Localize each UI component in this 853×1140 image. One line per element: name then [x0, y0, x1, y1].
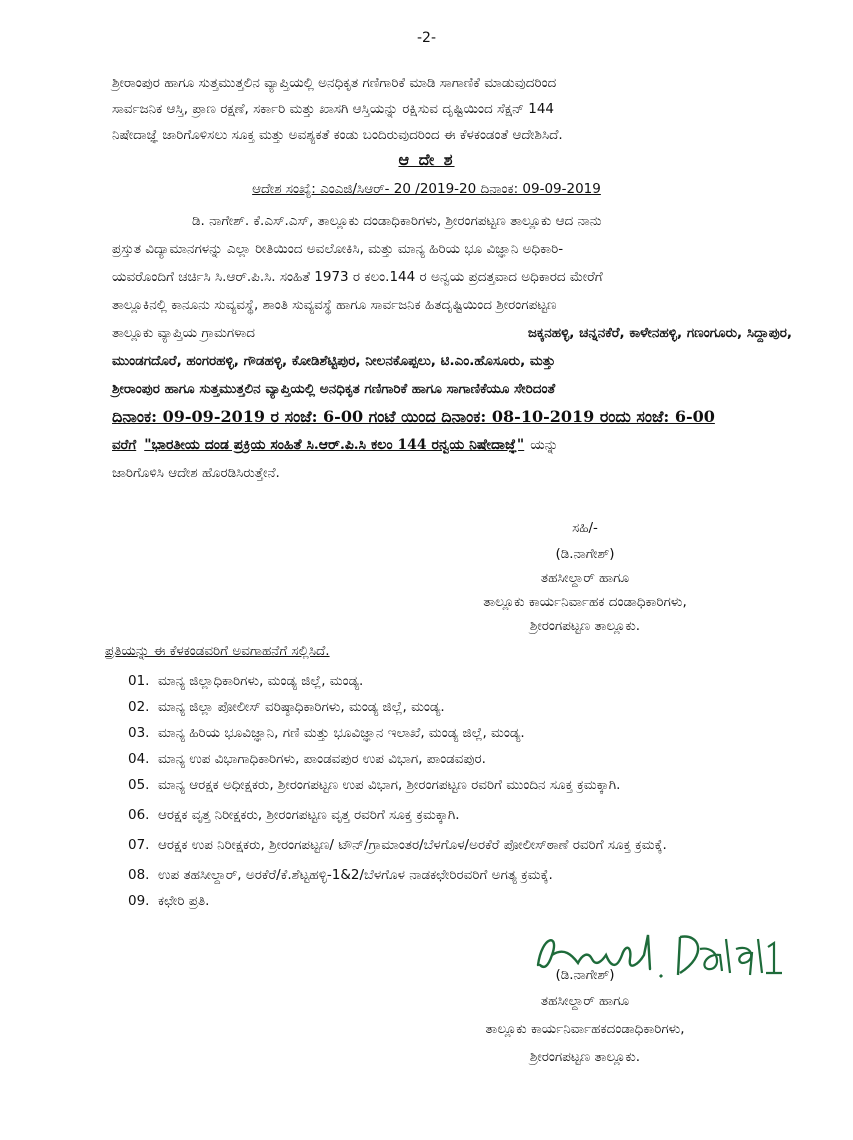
list-number: 02. [128, 699, 150, 715]
intro-line: ನಿಷೇದಾಜ್ಞೆ ಜಾರಿಗೊಳಿಸಲು ಸೂಕ್ತ ಮತ್ತು ಅವಶ್ಯಕತೆ ಕಂಡು ಬಂದಿರುವುದರಿಂದ ಈ ಕೆಳಕಂಡಂತೆ ಆದೇಶಿಸಿದೆ. [112, 127, 563, 143]
date-range: ದಿನಾಂಕ: 09-09-2019 ರ ಸಂಜೆ: 6-00 ಗಂಟೆ ಯಿಂದ ದಿನಾಂಕ: 08-10-2019 ರಂದು ಸಂಜೆ: 6-00 [112, 407, 715, 426]
list-number: 05. [128, 777, 150, 793]
list-item [128, 694, 788, 720]
list-number: 03. [128, 725, 150, 741]
body-text: ವರೆಗೆ [112, 437, 137, 453]
list-text: ಮಾನ್ಯ ಜಿಲ್ಲಾ ಪೋಲೀಸ್ ವರಿಷ್ಠಾಧಿಕಾರಿಗಳು, ಮಂಡ್ಯ ಜಿಲ್ಲೆ, ಮಂಡ್ಯ. [158, 699, 445, 715]
list-text: ಮಾನ್ಯ ಹಿರಿಯ ಭೂವಿಜ್ಞಾನಿ, ಗಣಿ ಮತ್ತು ಭೂವಿಜ್ಞಾನ ಇಲಾಖೆ, ಮಂಡ್ಯ ಜಿಲ್ಲೆ, ಮಂಡ್ಯ. [158, 725, 525, 741]
body-line [112, 291, 792, 319]
signature-stroke [758, 939, 762, 973]
intro-line: ಶ್ರೀರಾಂಪುರ ಹಾಗೂ ಸುತ್ತಮುತ್ತಲಿನ ವ್ಯಾಪ್ತಿಯಲ್ಲಿ ಅನಧಿಕೃತ ಗಣಿಗಾರಿಕೆ ಮಾಡಿ ಸಾಗಾಣಿಕೆ ಮಾಡುವುದರಿಂದ [112, 75, 557, 91]
list-number: 06. [128, 807, 150, 823]
page-number: -2- [416, 30, 436, 46]
list-number: 01. [128, 673, 150, 689]
signature-sd: ಸಹಿ/- [572, 520, 598, 536]
intro-paragraph [112, 70, 563, 148]
list-text: ಆರಕ್ಷಕ ವೃತ್ತ ನಿರೀಕ್ಷಕರು, ಶ್ರೀರಂಗಪಟ್ಟಣ ವೃತ್ತ ರವರಿಗೆ ಸೂಕ್ತ ಕ್ರಮಕ್ಕಾಗಿ. [158, 807, 460, 823]
body-line [112, 375, 792, 403]
signatory-title: ತಹಸೀಲ್ದಾರ್ ಹಾಗೂ [540, 993, 630, 1009]
order-body [112, 207, 792, 487]
body-text: ಡಿ. ನಾಗೇಶ್. ಕೆ.ಎಸ್.ಎಸ್, ತಾಲ್ಲೂಕು ದಂಡಾಧಿಕಾರಿಗಳು, ಶ್ರೀರಂಗಪಟ್ಟಣ ತಾಲ್ಲೂಕು ಆದ ನಾನು [192, 213, 602, 229]
list-text: ಉಪ ತಹಸೀಲ್ದಾರ್, ಅರಕೆರೆ/ಕೆ.ಶೆಟ್ಟಹಳ್ಳಿ-1&2/ಬೆಳಗೊಳ ನಾಡಕಛೇರಿರವರಿಗೆ ಅಗತ್ಯ ಕ್ರಮಕ್ಕೆ. [158, 867, 553, 883]
list-text: ಕಛೇರಿ ಪ್ರತಿ. [158, 893, 210, 909]
signatory-place: ಶ್ರೀರಂಗಪಟ್ಟಣ ತಾಲ್ಲೂಕು. [529, 1049, 641, 1065]
list-text: ಮಾನ್ಯ ಆರಕ್ಷಕ ಅಧೀಕ್ಷಕರು, ಶ್ರೀರಂಗಪಟ್ಟಣ ಉಪ ವಿಭಾಗ, ಶ್ರೀರಂಗಪಟ್ಟಣ ರವರಿಗೆ ಮುಂದಿನ ಸೂಕ್ತ ಕ್ರಮಕ್ಕಾಗಿ. [158, 777, 621, 793]
body-text: ಪ್ರಸ್ತುತ ವಿದ್ಯಾಮಾನಗಳನ್ನು ಎಲ್ಲಾ ರೀತಿಯಿಂದ ಅವಲೋಕಿಸಿ, ಮತ್ತು ಮಾನ್ಯ ಹಿರಿಯ ಭೂ ವಿಜ್ಞಾನಿ ಅಧಿಕಾರಿ- [112, 241, 564, 257]
body-line [112, 431, 792, 459]
order-number: ಆದೇಶ ಸಂಖ್ಯೆ: ಎಂಎಜಿ/ಸಿಆರ್- 20 /2019-20 ದಿನಾಂಕ: 09-09-2019 [252, 181, 601, 197]
section-144-text: "ಭಾರತೀಯ ದಂಡ ಪ್ರಕ್ರಿಯ ಸಂಹಿತೆ ಸಿ.ಆರ್.ಪಿ.ಸಿ ಕಲಂ 144 ರನ್ವಯ ನಿಷೇದಾಜ್ಞೆ" [144, 437, 525, 453]
signature-stroke [538, 935, 650, 969]
signature-stroke [766, 943, 782, 973]
body-text: ತಾಲ್ಲೂಕು ವ್ಯಾಪ್ತಿಯ ಗ್ರಾಮಗಳಾದ [112, 325, 256, 341]
body-text: ಜಾರಿಗೊಳಿಸಿ ಆದೇಶ ಹೊರಡಿಸಿರುತ್ತೇನೆ. [112, 465, 280, 481]
signatory-place: ಶ್ರೀರಂಗಪಟ್ಟಣ ತಾಲ್ಲೂಕು. [529, 618, 641, 634]
signatory-title: ತಾಲ್ಲೂಕು ಕಾರ್ಯನಿರ್ವಾಹಕ ದಂಡಾಧಿಕಾರಿಗಳು, [483, 594, 687, 610]
list-item [128, 888, 788, 914]
body-text: ತಾಲ್ಲೂಕಿನಲ್ಲಿ ಕಾನೂನು ಸುವ್ಯವಸ್ಥೆ, ಶಾಂತಿ ಸುವ್ಯವಸ್ಥೆ ಹಾಗೂ ಸಾರ್ವಜನಿಕ ಹಿತದೃಷ್ಟಿಯಿಂದ ಶ್ರೀರಂಗಪಟ್ಟಣ [112, 297, 557, 313]
list-number: 07. [128, 837, 150, 853]
body-line [112, 319, 792, 347]
body-line [112, 459, 792, 487]
list-number: 09. [128, 893, 150, 909]
list-item [128, 772, 788, 798]
list-item [128, 862, 788, 888]
intro-line: ಸಾರ್ವಜನಿಕ ಆಸ್ತಿ, ಪ್ರಾಣ ರಕ್ಷಣೆ, ಸರ್ಕಾರಿ ಮತ್ತು ಖಾಸಗಿ ಆಸ್ತಿಯನ್ನು ರಕ್ಷಿಸುವ ದೃಷ್ಟಿಯಿಂದ ಸೆಕ್ಷನ್ 144 [112, 101, 555, 117]
signatory-name: (ಡಿ.ನಾಗೇಶ್) [555, 967, 615, 983]
signatory-name: (ಡಿ.ನಾಗೇಶ್) [555, 546, 615, 562]
body-line [112, 235, 792, 263]
signatory-title: ತಾಲ್ಲೂಕು ಕಾರ್ಯನಿರ್ವಾಹಕದಂಡಾಧಿಕಾರಿಗಳು, [485, 1021, 685, 1037]
list-text: ಮಾನ್ಯ ಉಪ ವಿಭಾಗಾಧಿಕಾರಿಗಳು, ಪಾಂಡವಪುರ ಉಪ ವಿಭಾಗ, ಪಾಂಡವಪುರ. [158, 751, 486, 767]
body-text: ಯನ್ನು [530, 437, 559, 453]
list-text: ಮಾನ್ಯ ಜಿಲ್ಲಾಧಿಕಾರಿಗಳು, ಮಂಡ್ಯ ಜಿಲ್ಲೆ, ಮಂಡ್ಯ. [158, 673, 364, 689]
list-number: 04. [128, 751, 150, 767]
list-item [128, 832, 788, 858]
list-item [128, 668, 788, 694]
body-line [112, 207, 792, 235]
body-line [112, 263, 792, 291]
body-line [112, 347, 792, 375]
signatory-title: ತಹಸೀಲ್ದಾರ್ ಹಾಗೂ [540, 570, 630, 586]
cc-list [128, 668, 788, 914]
list-item [128, 802, 788, 828]
list-text: ಆರಕ್ಷಕ ಉಪ ನಿರೀಕ್ಷಕರು, ಶ್ರೀರಂಗಪಟ್ಟಣ/ ಟೌನ್/ಗ್ರಾಮಾಂತರ/ಬೆಳಗೊಳ/ಅರಕೆರೆ ಪೋಲೀಸ್‌ಠಾಣೆ ರವರಿಗೆ ಸೂಕ್ತ ಕ್ರಮಕ್ಕೆ. [158, 837, 667, 853]
cc-label: ಪ್ರತಿಯನ್ನು ಈ ಕೆಳಕಂಡವರಿಗೆ ಅವಗಾಹನೆಗೆ ಸಲ್ಲಿಸಿದೆ. [105, 643, 330, 659]
order-heading: ಆ ದೇ ಶ [398, 150, 455, 169]
list-number: 08. [128, 867, 150, 883]
list-item [128, 720, 788, 746]
village-list: ಮುಂಡಗದೊರೆ, ಹಂಗರಹಳ್ಳಿ, ಗೌಡಹಳ್ಳಿ, ಕೋಡಿಶೆಟ್ಟಿಪುರ, ನೀಲನಕೊಪ್ಪಲು, ಟಿ.ಎಂ.ಹೊಸೂರು, ಮತ್ತು [112, 353, 556, 369]
village-list: ಜಕ್ಕನಹಳ್ಳಿ, ಚನ್ನನಕೆರೆ, ಕಾಳೇನಹಳ್ಳಿ, ಗಣಂಗೂರು, ಸಿದ್ದಾಪುರ, [527, 325, 792, 341]
body-line [112, 403, 792, 431]
list-item [128, 746, 788, 772]
body-text: ಯವರೊಂದಿಗೆ ಚರ್ಚಿಸಿ ಸಿ.ಆರ್.ಪಿ.ಸಿ. ಸಂಹಿತೆ 1973 ರ ಕಲಂ.144 ರ ಅನ್ವಯ ಪ್ರದತ್ತವಾದ ಅಧಿಕಾರದ ಮೇರೆಗೆ [112, 269, 603, 285]
body-text: ಶ್ರೀರಾಂಪುರ ಹಾಗೂ ಸುತ್ತಮುತ್ತಲಿನ ವ್ಯಾಪ್ತಿಯಲ್ಲಿ ಅನಧಿಕೃತ ಗಣಿಗಾರಿಕೆ ಹಾಗೂ ಸಾಗಾಣಿಕೆಯೂ ಸೇರಿದಂತೆ [112, 381, 556, 397]
